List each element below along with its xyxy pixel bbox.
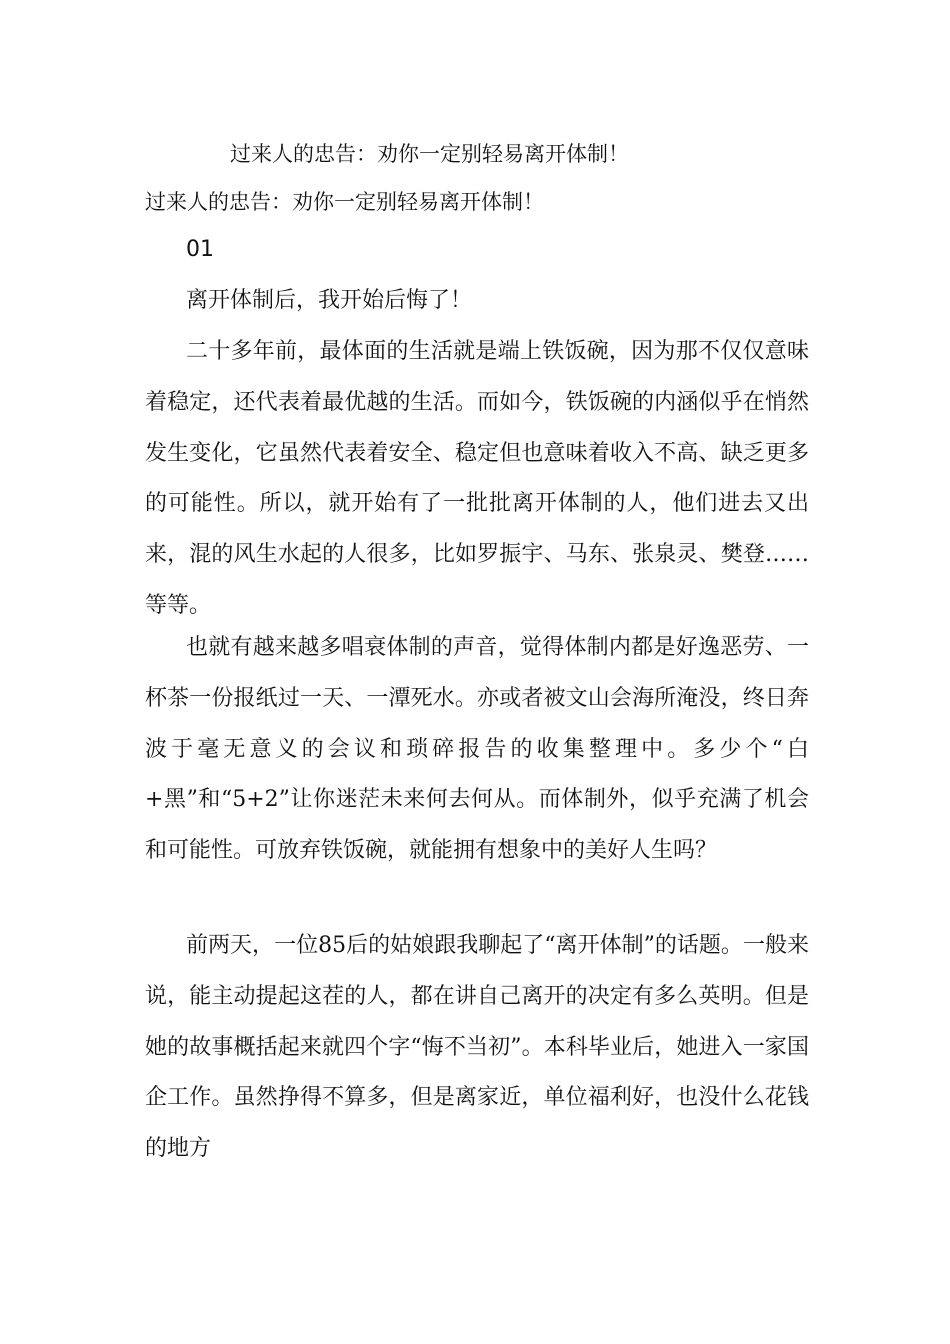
paragraph-2: 也就有越来越多唱衰体制的声音，觉得体制内都是好逸恶劳、一杯茶一份报纸过一天、一潭死水。亦或者被文山会海所淹没，终日奔波于毫无意义的会议和琐碎报告的收集整理中。多少个“白+黑”和“5+2”让你迷茫未来何去何从。而体制外，似乎充满了机会和可能性。可放弃铁饭碗，就能拥有想象中的美好人生吗？ <box>145 635 809 864</box>
section-number: 01 <box>186 237 214 262</box>
section-heading: 离开体制后，我开始后悔了！ <box>186 288 473 313</box>
paragraph-3: 前两天，一位85后的姑娘跟我聊起了“离开体制”的话题。一般来说，能主动提起这茬的人，都在讲自己离开的决定有多么英明。但是她的故事概括起来就四个字“悔不当初”。本科毕业后，她进入一家国企工作。虽然挣得不算多，但是离家近，单位福利好，也没什么花钱的地方 <box>145 933 809 1162</box>
article-title: 过来人的忠告：劝你一定别轻易离开体制！ <box>145 190 544 214</box>
document-title: 过来人的忠告：劝你一定别轻易离开体制！ <box>230 142 629 166</box>
paragraph-1: 二十多年前，最体面的生活就是端上铁饭碗，因为那不仅仅意味着稳定，还代表着最优越的生活。而如今，铁饭碗的内涵似乎在悄然发生变化，它虽然代表着安全、稳定但也意味着收入不高、缺乏更多的可能性。所以，就开始有了一批批离开体制的人，他们进去又出来，混的风生水起的人很多，比如罗振宇、马东、张泉灵、樊登……等等。 <box>145 339 809 618</box>
